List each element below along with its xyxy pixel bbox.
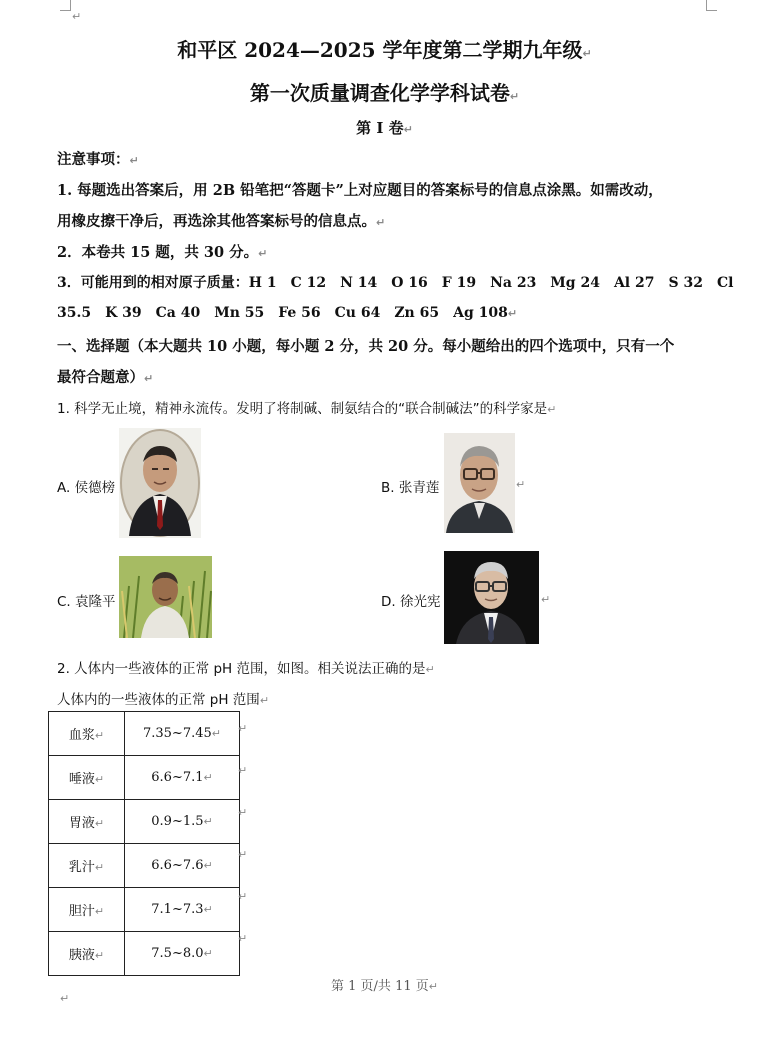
paragraph-mark: ↵ bbox=[238, 848, 248, 861]
question-2-stem: 2. 人体内一些液体的正常 pH 范围，如图。相关说法正确的是↵ bbox=[57, 661, 435, 677]
option-d-label: D. 徐光宪 bbox=[381, 594, 441, 610]
ph-range-cell: 0.9~1.5↵ bbox=[125, 800, 240, 844]
table-row bbox=[49, 712, 240, 756]
portrait-photo-c bbox=[119, 556, 212, 638]
liquid-name-cell: 胰液↵ bbox=[49, 932, 125, 976]
option-c-label: C. 袁隆平 bbox=[57, 594, 116, 610]
ph-range-cell: 7.1~7.3↵ bbox=[125, 888, 240, 932]
section-1-line-2: 最符合题意）↵ bbox=[57, 369, 154, 386]
notice-item-3-line-1: 3．可能用到的相对原子质量：H 1 C 12 N 14 O 16 F 19 Na 23 Mg 24 Al 27 S 32 Cl bbox=[57, 275, 734, 291]
paragraph-mark: ↵ bbox=[60, 992, 70, 1005]
corner-mark-top-left bbox=[60, 0, 71, 11]
ph-range-table bbox=[48, 711, 240, 976]
ph-range-cell: 7.35~7.45↵ bbox=[125, 712, 240, 756]
portrait-photo-d bbox=[444, 551, 539, 644]
paragraph-mark: ↵ bbox=[238, 764, 248, 777]
notice-heading: 注意事项：↵ bbox=[57, 151, 139, 168]
corner-mark-top-right bbox=[706, 0, 717, 11]
paragraph-mark: ↵ bbox=[238, 806, 248, 819]
title-line-1: 和平区 2024—2025 学年度第二学期九年级 bbox=[177, 38, 583, 62]
title-line-2: 第一次质量调查化学学科试卷 bbox=[249, 81, 510, 105]
liquid-name-cell: 唾液↵ bbox=[49, 756, 125, 800]
page-footer: 第 1 页/共 11 页↵ bbox=[331, 979, 438, 994]
liquid-name-cell: 胆汁↵ bbox=[49, 888, 125, 932]
question-1-stem: 1. 科学无止境，精神永流传。发明了将制碱、制氨结合的“联合制碱法”的科学家是↵ bbox=[57, 401, 557, 417]
table-row bbox=[49, 800, 240, 844]
paragraph-mark: ↵ bbox=[238, 890, 248, 903]
notice-item-1-line-1: 1. 每题选出答案后，用 2B 铅笔把“答题卡”上对应题目的答案标号的信息点涂黑。如需改动， bbox=[57, 182, 663, 199]
option-b-label: B. 张青莲 bbox=[381, 480, 440, 496]
paragraph-mark: ↵ bbox=[516, 478, 526, 491]
table-row bbox=[49, 888, 240, 932]
paragraph-mark: ↵ bbox=[238, 932, 248, 945]
ph-range-cell: 6.6~7.1↵ bbox=[125, 756, 240, 800]
table-row bbox=[49, 756, 240, 800]
page-subtitle: 第一次质量调查化学学科试卷↵ bbox=[249, 81, 520, 105]
notice-item-1-line-2: 用橡皮擦干净后，再选涂其他答案标号的信息点。↵ bbox=[57, 213, 386, 230]
liquid-name-cell: 乳汁↵ bbox=[49, 844, 125, 888]
portrait-photo-b bbox=[444, 433, 515, 533]
paragraph-mark: ↵ bbox=[238, 722, 248, 735]
liquid-name-cell: 血浆↵ bbox=[49, 712, 125, 756]
ph-range-cell: 7.5~8.0↵ bbox=[125, 932, 240, 976]
paragraph-mark: ↵ bbox=[72, 10, 82, 23]
page-title: 和平区 2024—2025 学年度第二学期九年级↵ bbox=[177, 38, 592, 62]
portrait-photo-a bbox=[119, 428, 201, 538]
notice-item-3-line-2: 35.5 K 39 Ca 40 Mn 55 Fe 56 Cu 64 Zn 65 Ag 108↵ bbox=[57, 305, 518, 321]
liquid-name-cell: 胃液↵ bbox=[49, 800, 125, 844]
section-1-line-1: 一、选择题（本大题共 10 小题，每小题 2 分，共 20 分。每小题给出的四个选项中，只有一个 bbox=[57, 338, 675, 355]
table-row bbox=[49, 844, 240, 888]
paragraph-mark: ↵ bbox=[541, 593, 551, 606]
ph-range-cell: 6.6~7.6↵ bbox=[125, 844, 240, 888]
option-a-label: A. 侯德榜 bbox=[57, 480, 116, 496]
notice-item-2: 2．本卷共 15 题，共 30 分。↵ bbox=[57, 244, 268, 261]
table-row bbox=[49, 932, 240, 976]
volume-label: 第 I 卷↵ bbox=[356, 119, 413, 137]
table-caption: 人体内的一些液体的正常 pH 范围↵ bbox=[57, 692, 270, 708]
